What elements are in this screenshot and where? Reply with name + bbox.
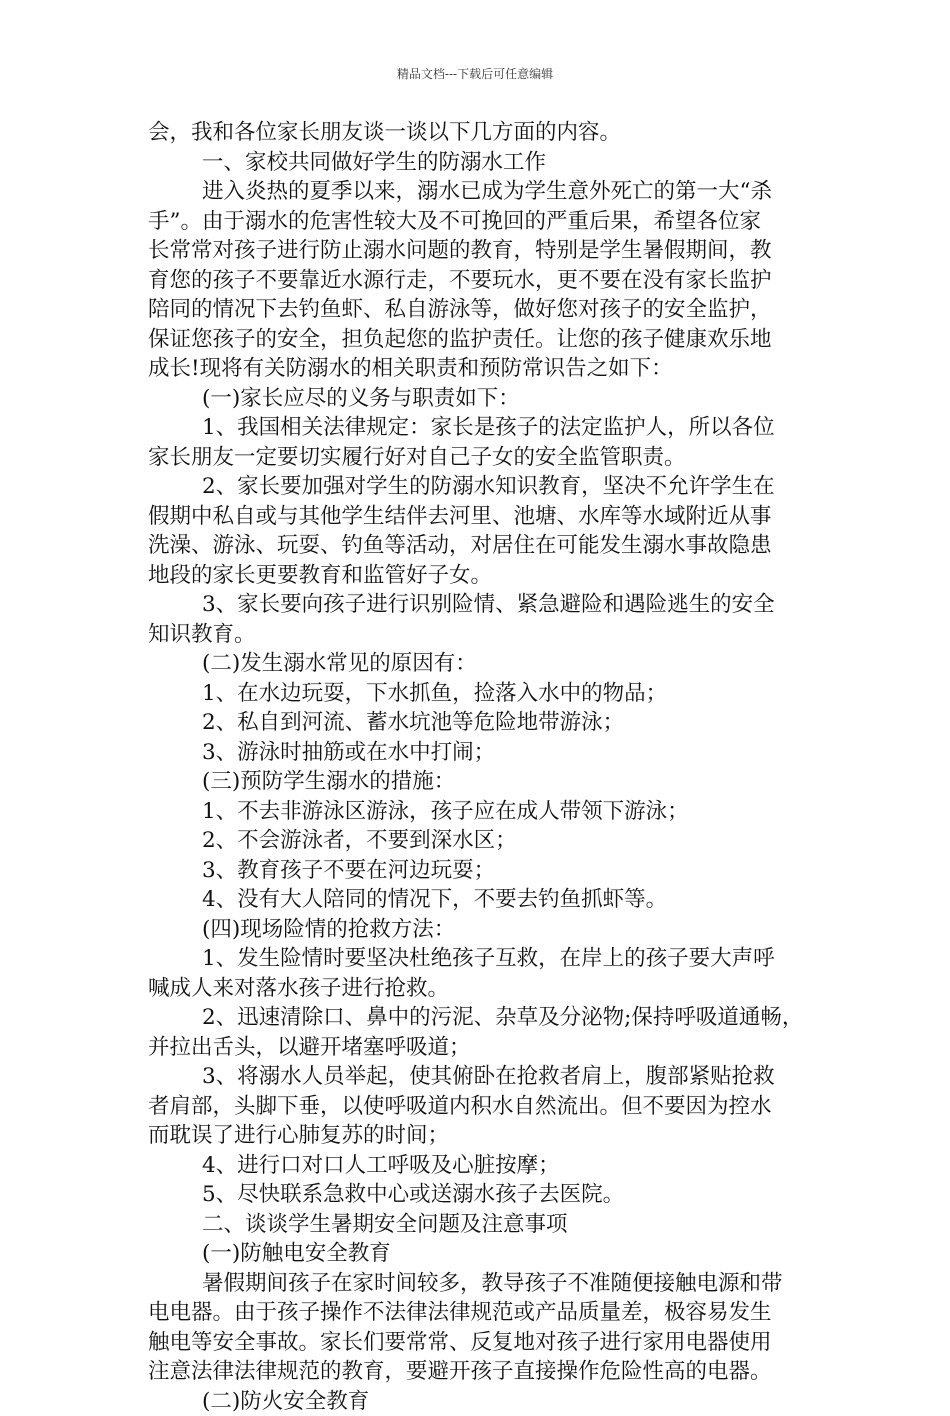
text-line: 3、将溺水人员举起，使其俯卧在抢救者肩上，腹部紧贴抢救	[148, 1062, 808, 1092]
text-line: 会，我和各位家长朋友谈一谈以下几方面的内容。	[148, 118, 808, 148]
text-line: 洗澡、游泳、玩耍、钓鱼等活动，对居住在可能发生溺水事故隐患	[148, 531, 808, 561]
text-line: (二)发生溺水常见的原因有：	[148, 649, 808, 679]
text-line: 3、家长要向孩子进行识别险情、紧急避险和遇险逃生的安全	[148, 590, 808, 620]
text-line: 二、谈谈学生暑期安全问题及注意事项	[148, 1210, 808, 1240]
text-line: 注意法律法律规范的教育，要避开孩子直接操作危险性高的电器。	[148, 1357, 808, 1387]
text-line: 而耽误了进行心肺复苏的时间；	[148, 1121, 808, 1151]
text-line: 触电等安全事故。家长们要常常、反复地对孩子进行家用电器使用	[148, 1328, 808, 1358]
text-line: 知识教育。	[148, 620, 808, 650]
text-line: 成长!现将有关防溺水的相关职责和预防常识告之如下：	[148, 354, 808, 384]
text-line: 电电器。由于孩子操作不法律法律规范或产品质量差，极容易发生	[148, 1298, 808, 1328]
text-line: (一)防触电安全教育	[148, 1239, 808, 1269]
text-line: 家长朋友一定要切实履行好对自己子女的安全监管职责。	[148, 443, 808, 473]
text-line: 1、发生险情时要坚决杜绝孩子互救，在岸上的孩子要大声呼	[148, 944, 808, 974]
page-header-watermark: 精品文档---下载后可任意编辑	[0, 66, 950, 82]
text-line: 者肩部，头脚下垂，以使呼吸道内积水自然流出。但不要因为控水	[148, 1092, 808, 1122]
text-line: 1、不去非游泳区游泳，孩子应在成人带领下游泳；	[148, 797, 808, 827]
text-line: 4、没有大人陪同的情况下，不要去钓鱼抓虾等。	[148, 885, 808, 915]
text-line: 2、私自到河流、蓄水坑池等危险地带游泳；	[148, 708, 808, 738]
text-line: 保证您孩子的安全，担负起您的监护责任。让您的孩子健康欢乐地	[148, 325, 808, 355]
text-line: 进入炎热的夏季以来，溺水已成为学生意外死亡的第一大“杀	[148, 177, 808, 207]
text-line: 手”。由于溺水的危害性较大及不可挽回的严重后果，希望各位家	[148, 207, 808, 237]
text-line: 并拉出舌头，以避开堵塞呼吸道；	[148, 1033, 808, 1063]
text-line: 2、不会游泳者，不要到深水区；	[148, 826, 808, 856]
text-line: (三)预防学生溺水的措施：	[148, 767, 808, 797]
text-line: 3、游泳时抽筋或在水中打闹；	[148, 738, 808, 768]
text-line: 2、家长要加强对学生的防溺水知识教育，坚决不允许学生在	[148, 472, 808, 502]
text-line: 1、在水边玩耍，下水抓鱼，捡落入水中的物品；	[148, 679, 808, 709]
text-line: 假期中私自或与其他学生结伴去河里、池塘、水库等水域附近从事	[148, 502, 808, 532]
text-line: 4、进行口对口人工呼吸及心脏按摩；	[148, 1151, 808, 1181]
text-line: 长常常对孩子进行防止溺水问题的教育，特别是学生暑假期间，教	[148, 236, 808, 266]
document-body	[148, 118, 808, 1416]
text-line: 5、尽快联系急救中心或送溺水孩子去医院。	[148, 1180, 808, 1210]
text-line: 陪同的情况下去钓鱼虾、私自游泳等，做好您对孩子的安全监护，	[148, 295, 808, 325]
text-line: (四)现场险情的抢救方法：	[148, 915, 808, 945]
text-line: 一、家校共同做好学生的防溺水工作	[148, 148, 808, 178]
text-line: (一)家长应尽的义务与职责如下：	[148, 384, 808, 414]
text-line: 暑假期间孩子在家时间较多，教导孩子不准随便接触电源和带	[148, 1269, 808, 1299]
text-line: 育您的孩子不要靠近水源行走，不要玩水，更不要在没有家长监护	[148, 266, 808, 296]
text-line: (二)防火安全教育	[148, 1387, 808, 1416]
text-line: 喊成人来对落水孩子进行抢救。	[148, 974, 808, 1004]
text-line: 1、我国相关法律规定：家长是孩子的法定监护人，所以各位	[148, 413, 808, 443]
text-line: 2、迅速清除口、鼻中的污泥、杂草及分泌物;保持呼吸道通畅，	[148, 1003, 808, 1033]
text-line: 地段的家长更要教育和监管好子女。	[148, 561, 808, 591]
text-line: 3、教育孩子不要在河边玩耍；	[148, 856, 808, 886]
